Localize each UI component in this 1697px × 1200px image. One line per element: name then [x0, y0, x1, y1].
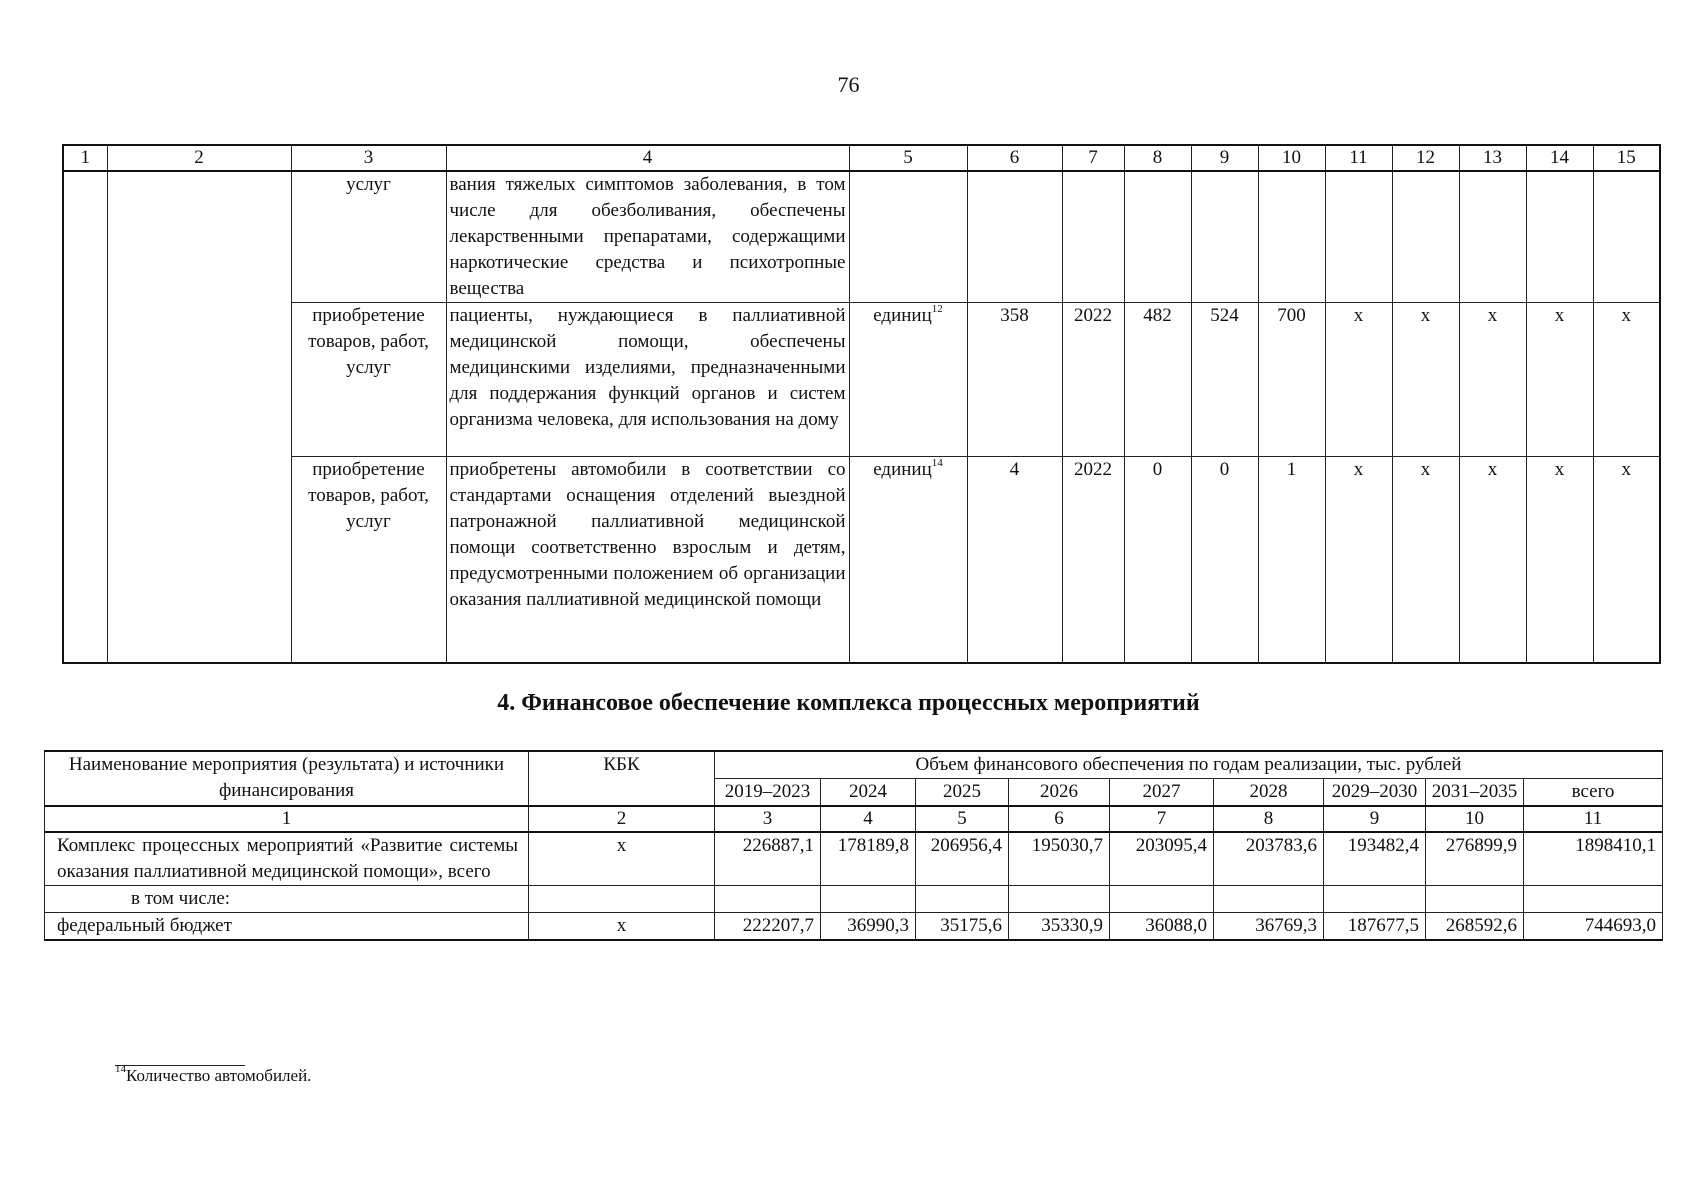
footnote-ref: 14	[931, 457, 943, 469]
value-cell: 0	[1191, 457, 1258, 663]
colnum-cell: 3	[715, 806, 821, 832]
value-cell: 203783,6	[1214, 832, 1324, 886]
year-cell: 2031–2035	[1426, 779, 1524, 807]
colnum-cell: 6	[1009, 806, 1110, 832]
page-number: 76	[837, 72, 860, 97]
value-cell: 178189,8	[821, 832, 916, 886]
table-row	[45, 913, 1663, 941]
value-cell: 206956,4	[916, 832, 1009, 886]
header-cell: 11	[1325, 145, 1392, 171]
header-cell: 13	[1459, 145, 1526, 171]
colnum-cell: 10	[1426, 806, 1524, 832]
value-cell: 193482,4	[1324, 832, 1426, 886]
value-cell: х	[1392, 303, 1459, 457]
row-description-cell: приобретены автомобили в соответствии со стандартами оснащения отделений выездной патронажной паллиативной медицинской помощи соответственно взрослым и детям, предусмотренными положением об организации оказания паллиативной медицинской помощи	[446, 457, 849, 663]
indicators-table	[62, 144, 1661, 664]
value-cell: 203095,4	[1110, 832, 1214, 886]
header-name: Наименование мероприятия (результата) и источники финансирования	[45, 751, 529, 806]
value-cell: х	[1593, 303, 1660, 457]
value-cell: 35175,6	[916, 913, 1009, 941]
row-name-cell: в том числе:	[45, 886, 529, 913]
header-cell: 2	[107, 145, 291, 171]
value-cell: 358	[967, 303, 1062, 457]
row-description-cell: вания тяжелых симптомов заболевания, в том числе для обезболивания, обеспечены лекарственными препаратами, содержащими наркотические средства и психотропные вещества	[446, 171, 849, 303]
value-cell: х	[1526, 457, 1593, 663]
footnote	[115, 1063, 312, 1086]
row-description-cell: пациенты, нуждающиеся в паллиативной медицинской помощи, обеспечены медицинскими изделиями, предназначенными для поддержания функций органов и систем организма человека, для использования на дому	[446, 303, 849, 457]
table-row	[45, 832, 1663, 886]
value-cell: 268592,6	[1426, 913, 1524, 941]
value-cell: 36769,3	[1214, 913, 1324, 941]
value-cell: 195030,7	[1009, 832, 1110, 886]
value-cell: х	[1459, 457, 1526, 663]
row-name-cell: Комплекс процессных мероприятий «Развитие системы оказания паллиативной медицинской помощи», всего	[45, 832, 529, 886]
value-cell: х	[1325, 303, 1392, 457]
colnum-cell: 7	[1110, 806, 1214, 832]
header-cell: 1	[63, 145, 107, 171]
header-kbk: КБК	[529, 751, 715, 806]
year-cell: 2026	[1009, 779, 1110, 807]
value-cell: 222207,7	[715, 913, 821, 941]
kbk-cell: х	[529, 832, 715, 886]
unit-cell: единиц$^{12}$	[849, 303, 967, 457]
row-type-cell: приобретение товаров, работ, услуг	[291, 457, 446, 663]
value-cell: 36990,3	[821, 913, 916, 941]
value-cell: х	[1526, 303, 1593, 457]
year-cell: 2019–2023	[715, 779, 821, 807]
value-cell: 524	[1191, 303, 1258, 457]
header-cell: 8	[1124, 145, 1191, 171]
header-cell: 4	[446, 145, 849, 171]
footnote-ref: 12	[931, 303, 943, 315]
column-numbers-row	[45, 806, 1663, 832]
header-cell: 7	[1062, 145, 1124, 171]
value-cell: 276899,9	[1426, 832, 1524, 886]
value-cell: 35330,9	[1009, 913, 1110, 941]
value-cell: 1898410,1	[1524, 832, 1663, 886]
value-cell: 700	[1258, 303, 1325, 457]
unit-cell: единиц$^{14}$	[849, 457, 967, 663]
year-cell: 2029–2030	[1324, 779, 1426, 807]
value-cell: 187677,5	[1324, 913, 1426, 941]
value-cell: 482	[1124, 303, 1191, 457]
value-cell: 1	[1258, 457, 1325, 663]
colnum-cell: 1	[45, 806, 529, 832]
table-row	[63, 303, 1660, 457]
table-header-row	[63, 145, 1660, 171]
kbk-cell: х	[529, 913, 715, 941]
year-cell: всего	[1524, 779, 1663, 807]
colnum-cell: 8	[1214, 806, 1324, 832]
table-row	[63, 171, 1660, 303]
value-cell: 2022	[1062, 457, 1124, 663]
year-cell: 2028	[1214, 779, 1324, 807]
value-cell: 226887,1	[715, 832, 821, 886]
value-cell: х	[1392, 457, 1459, 663]
value-cell: х	[1459, 303, 1526, 457]
header-cell: 6	[967, 145, 1062, 171]
row-type-cell: услуг	[291, 171, 446, 303]
value-cell: 0	[1124, 457, 1191, 663]
header-cell: 3	[291, 145, 446, 171]
financing-table	[44, 750, 1663, 941]
value-cell: 4	[967, 457, 1062, 663]
value-cell: х	[1593, 457, 1660, 663]
year-cell: 2027	[1110, 779, 1214, 807]
year-cell: 2025	[916, 779, 1009, 807]
header-volume: Объем финансового обеспечения по годам реализации, тыс. рублей	[715, 751, 1663, 779]
kbk-cell	[529, 886, 715, 913]
colnum-cell: 9	[1324, 806, 1426, 832]
value-cell: 744693,0	[1524, 913, 1663, 941]
table-row	[45, 886, 1663, 913]
value-cell: 36088,0	[1110, 913, 1214, 941]
header-cell: 15	[1593, 145, 1660, 171]
value-cell: х	[1325, 457, 1392, 663]
table-header-row	[45, 751, 1663, 779]
colnum-cell: 4	[821, 806, 916, 832]
footnote-text: Количество автомобилей.	[126, 1066, 312, 1085]
header-cell: 10	[1258, 145, 1325, 171]
colnum-cell: 5	[916, 806, 1009, 832]
header-cell: 5	[849, 145, 967, 171]
table-row	[63, 457, 1660, 663]
footnote-mark: 14	[115, 1063, 126, 1075]
row-name-cell: федеральный бюджет	[45, 913, 529, 941]
colnum-cell: 11	[1524, 806, 1663, 832]
value-cell: 2022	[1062, 303, 1124, 457]
section-title: 4. Финансовое обеспечение комплекса процессных мероприятий	[497, 690, 1200, 716]
row-type-cell: приобретение товаров, работ, услуг	[291, 303, 446, 457]
header-cell: 9	[1191, 145, 1258, 171]
year-cell: 2024	[821, 779, 916, 807]
header-cell: 12	[1392, 145, 1459, 171]
colnum-cell: 2	[529, 806, 715, 832]
header-cell: 14	[1526, 145, 1593, 171]
